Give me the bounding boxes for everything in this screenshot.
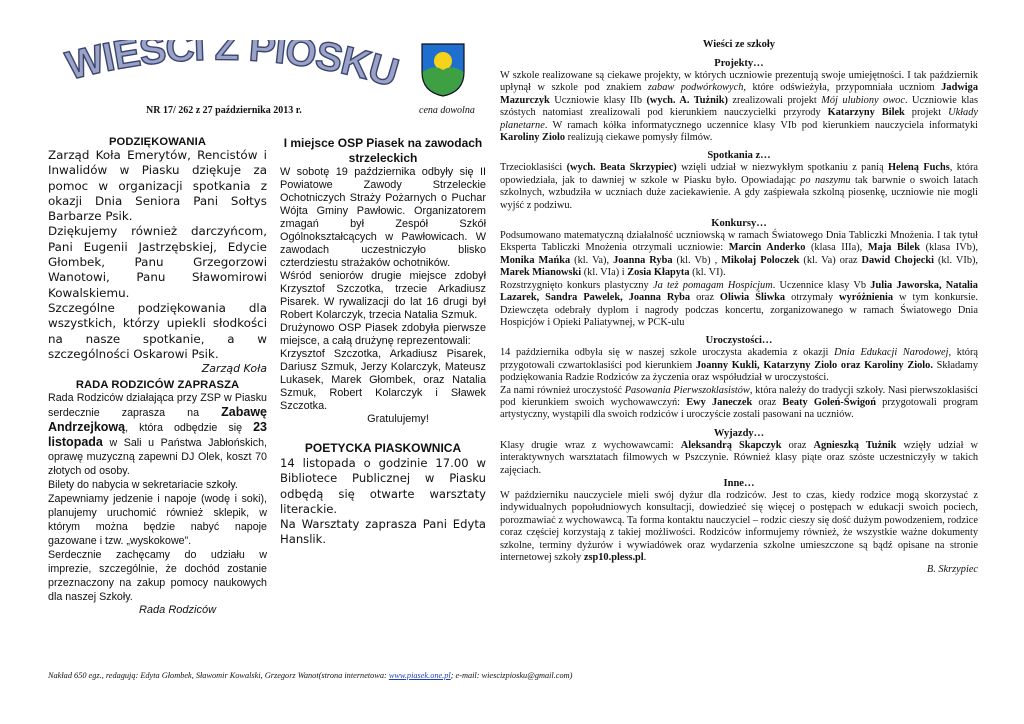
trips-heading: Wyjazdy…: [713, 427, 765, 439]
thanks-heading: PODZIĘKOWANIA: [108, 136, 207, 148]
column-left: [48, 136, 267, 616]
meetings-heading: Spotkania z…: [707, 150, 771, 162]
trips-paragraph: Klasy drugie wraz z wychowawcami: Aleksandrą Skapczyk oraz Agnieszką Tużnik wzięły udział w interaktywnych warsztatach filmowych w Pszczynie. Również klasy piąte oraz szóste uczestniczyły w takich zajęciach.: [500, 439, 978, 476]
poetry-paragraph: 14 listopada o godzinie 17.00 w Bibliotece Publicznej w Piasku odbędą się otwarte warsztaty literackie.: [280, 456, 486, 516]
osp-paragraph: Drużynowo OSP Piasek zdobyła pierwsze miejsce, a całą drużynę reprezentowali:: [280, 322, 486, 347]
poetry-paragraph: Na Warsztaty zaprasza Pani Edyta Hanslik.: [280, 517, 486, 547]
parents-heading: RADA RODZICÓW ZAPRASZA: [75, 379, 240, 392]
website-link[interactable]: www.piasek.one.pl: [388, 671, 451, 680]
coat-of-arms-icon: [420, 42, 466, 98]
parents-paragraph: Zapewniamy jedzenie i napoje (wodę i soki), planujemy uruchomić również sklepik, w którym można będzie nabyć napoje gazowane i tzw. „wyskokowe”.: [48, 493, 267, 548]
thanks-paragraph: Szczególne podziękowania dla wszystkich, którzy upiekli słodkości na nasze spotkanie, a w szczególności Oskarowi Psik.: [48, 300, 267, 361]
issue-number: NR 17/ 262 z 27 października 2013 r.: [146, 105, 302, 116]
thanks-paragraph: Dziękujemy również darczyńcom, Pani Eugenii Jastrzębskiej, Edycie Głombek, Panu Grzegorzowi Wanotowi, Panu Sławomirowi Kowalskiemu.: [48, 224, 267, 300]
column-right: [500, 38, 978, 577]
ceremonies-heading: Uroczystości…: [705, 335, 773, 347]
osp-heading: I miejsce OSP Piasek na zawodach strzeleckich: [283, 136, 483, 165]
projects-paragraph: W szkole realizowane są ciekawe projekty, w których uczniowie prezentują swoje umiejętności. I tak październik upłynął w szkole pod znakiem zabaw podwórkowych, które odświeżyła, przypomniała uczniom Jadwiga Mazurczyk Uczniowie klasy IIb (wych. A. Tużnik) zrealizowali projekt Mój ulubiony owoc. Uczniowie klas szóstych natomiast zrealizowali pod kierunkiem nauczycielki przyrody Katarzyny Bilek projekt Układy planetarne. W ramach kółka informatycznego uczennice klasy VIb pod kierunkiem nauczyciela informatyki Karoliny Ziolo realizują ciekawe pomysły filmów.: [500, 70, 979, 144]
svg-text:WIEŚCI Z PIOSKU: [62, 40, 402, 95]
parents-signature: Rada Rodziców: [138, 604, 217, 617]
ceremonies-paragraph: 14 października odbyła się w naszej szkole uroczysta akademia z okazji Dnia Edukacji Narodowej, którą przygotowali czwartoklasiści pod kierunkiem Joanny Kukli, Katarzyny Ziolo oraz Karoliny Ziolo. Składamy podziękowania Radzie Rodziców za życzenia oraz współudział w uroczystości.: [500, 347, 978, 384]
masthead-logo: [62, 40, 414, 104]
ceremonies-paragraph: Za nami również uroczystość Pasowania Pierwszoklasistów, która należy do tradycji szkoły. Nasi pierwszoklasiści pod kierunkiem swoich wychowawczyń: Ewy Janeczek oraz Beaty Goleń-Świgoń przygotowali program artystyczny, wystąpili dla swoich rodziców i uroczyście zostali pasowani na uczniów.: [500, 384, 979, 421]
other-paragraph: W październiku nauczyciele mieli swój dyżur dla rodziców. Jest to czas, kiedy rodzice mogą skorzystać z indywidualnych popołudniowych konsultacji, dowiedzieć się więcej o postępach w edukacji swoich pociech, porozmawiać z wychowawcą. Ta forma kontaktu nauczyciel – rodzic cieszy się dość dużym powodzeniem, rodzice coraz częściej korzystają z takiej możliwości. Rodziców informujemy również, że wszystkie ważne dokumenty szkolne, terminy dyżurów i wywiadówek oraz wydarzenia szkolne umieszczone są bądź opisane na stronie internetowej szkoły zsp10.pless.pl.: [500, 489, 978, 563]
contests-paragraph: Podsumowano matematyczną działalność uczniowską w ramach Światowego Dnia Tabliczki Mnożenia. I tak tytuł Eksperta Tabliczki Mnożenia otrzymali uczniowie: Marcin Anderko (klasa IIIa), Maja Bilek (klasa IVb), Monika Mańka (kl. Va), Joanna Ryba (kl. Vb) , Mikołaj Poloczek (kl. Va) oraz Dawid Chojecki (kl. VIb), Marek Mianowski (kl. VIa) i Zosia Kłapyta (kl. VI).: [500, 230, 979, 279]
projects-heading: Projekty…: [714, 58, 764, 69]
poetry-heading: POETYCKA PIASKOWNICA: [304, 441, 462, 455]
masthead-title: WIEŚCI Z PIOSKU: [62, 40, 403, 96]
osp-closing: Gratulujemy!: [367, 413, 429, 425]
parents-paragraph: Serdecznie zachęcamy do udziału w imprezie, szczególnie, że dochód zostanie przeznaczony na zakup pomocy naukowych dla naszej Szkoły.: [48, 549, 267, 604]
contests-heading: Konkursy…: [711, 218, 767, 230]
school-news-heading: Wieści ze szkoły: [702, 39, 776, 50]
contests-paragraph: Rozstrzygnięto konkurs plastyczny Ja też pomagam Hospicjum. Uczennice klasy Vb Julia Jaworska, Natalia Lazarek, Sandra Pawelek, Joanna Ryba oraz Oliwia Śliwka otrzymały wyróżnienia w tym konkursie. Dziewczęta odebrały dyplom i nagrody podczas koncertu, zorganizowanego w ramach Światowego Dnia Hospicjów i Opieki Paliatywnej, w PCK-ulu: [500, 279, 978, 328]
thanks-signature: Zarząd Koła: [201, 362, 267, 376]
meetings-paragraph: Trzecioklasiści (wych. Beata Skrzypiec) wzięli udział w niezwykłym spotkaniu z panią Heleną Fuchs, która opowiedziała, jak to dawniej w szkole w Piasku było. Opowiadając po naszymu tak barwnie o swoich latach szkolnych, wzbudziła w uczniach duże zaciekawienie. A gdy zaśpiewała szkolną piosenkę, uczniowie nie mogli wyjść z podziwu.: [500, 162, 978, 211]
column-middle: [280, 136, 486, 548]
footer-credits: Nakład 650 egz., redagują: Edyta Głombek, Sławomir Kowalski, Grzegorz Wanot(strona internetowa: www.piasek.one.pl; e-mail: wiescizpiosku@gmail.com): [48, 671, 573, 680]
school-news-signature: B. Skrzypiec: [926, 564, 978, 576]
thanks-paragraph: Zarząd Koła Emerytów, Rencistów i Inwalidów w Piasku dziękuje za pomoc w organizacji spotkania z okazji Dnia Seniora Pani Sołtys Barbarze Psik.: [48, 148, 267, 224]
price-label: cena dowolna: [419, 105, 475, 116]
osp-paragraph: Krzysztof Szczotka, Arkadiusz Pisarek, Dariusz Szmuk, Jerzy Kolarczyk, Mateusz Lukasek, Marek Głombek, oraz Natalia Szmuk, Robert Kolarczyk i Sławek Szczotka.: [280, 348, 486, 412]
osp-paragraph: Wśród seniorów drugie miejsce zdobył Krzysztof Szczotka, trzecie Arkadiusz Pisarek. W rywalizacji do lat 16 drugi był Robert Kolarczyk, trzecia Natalia Szmuk.: [280, 270, 486, 321]
osp-paragraph: W sobotę 19 października odbyły się II Powiatowe Zawody Strzeleckie Ochotniczych Straży Pożarnych o Puchar Wójta Gminy Pawłowic. Organizatorem zmagań był Zespół Szkół Ogólnokształcących w Pawłowicach. W zawodach uczestniczyło blisko czterdziestu strażaków ochotników.: [280, 166, 486, 269]
parents-paragraph: Bilety do nabycia w sekretariacie szkoły.: [48, 479, 238, 492]
other-heading: Inne…: [723, 477, 755, 489]
parents-paragraph: Rada Rodziców działająca przy ZSP w Piasku serdecznie zaprasza na Zabawę Andrzejkową, która odbędzie się 23 listopada w Sali u Państwa Jabłońskich, oprawę muzyczną zapewni DJ Olek, koszt 70 złotych od osoby.: [48, 392, 267, 478]
